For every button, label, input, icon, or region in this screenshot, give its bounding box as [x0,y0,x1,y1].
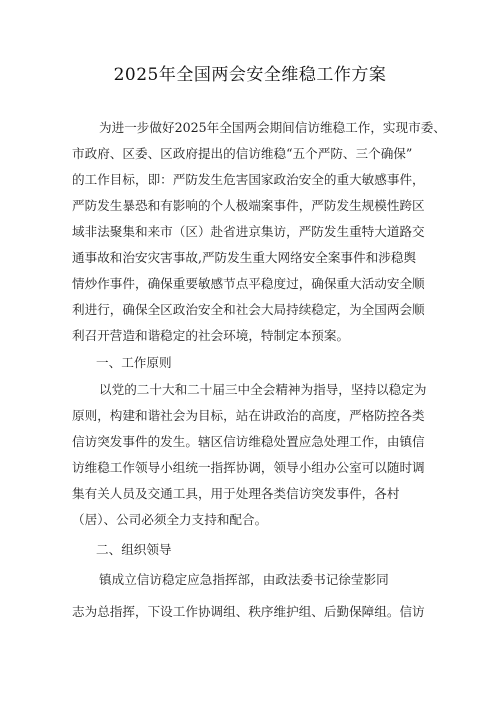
paragraph-line: 利进行，确保全区政治安全和社会大局持续稳定，为全国两会顺 [72,302,425,317]
paragraph-line: 信访突发事件的发生。辖区信访维稳处置应急处理工作，由镇信 [72,434,425,449]
paragraph-line: 情炒作事件，确保重要敏感节点平稳度过，确保重大活动安全顺 [72,276,425,291]
paragraph-line: 市政府、区委、区政府提出的信访维稳“五个严防、三个确保” [72,146,413,161]
paragraph-line: 域非法聚集和来市（区）赴省进京集访，严防发生重特大道路交 [72,224,425,239]
paragraph-line: 利召开营造和谐稳定的社会环境，特制定本预案。 [72,328,350,343]
paragraph-line: 严防发生暴恐和有影响的个人极端案事件，严防发生规模性跨区 [72,198,425,213]
paragraph-line: 镇成立信访稳定应急指挥部，由政法委书记徐莹影同 [99,572,389,587]
paragraph-line: 集有关人员及交通工具，用于处理各类信访突发事件，各村 [72,486,400,501]
paragraph-line: 访维稳工作领导小组统一指挥协调，领导小组办公室可以随时调 [72,460,425,475]
paragraph-line: 通事故和治安灾害事故,严防发生重大网络安全案事件和涉稳舆 [72,250,417,265]
section-heading: 一、工作原则 [96,355,172,370]
paragraph-line: 以党的二十大和二十届三中全会精神为指导，坚持以稳定为 [99,382,427,397]
paragraph-line: 的工作目标，即：严防发生危害国家政治安全的重大敏感事件， [72,172,425,187]
document-title: 2025年全国两会安全维稳工作方案 [113,65,387,85]
paragraph-line: （居）、公司必须全力支持和配合。 [72,512,268,527]
paragraph-line: 原则，构建和谐社会为目标，站在讲政治的高度，严格防控各类 [72,408,425,423]
paragraph-line: 为进一步做好2025年全国两会期间信访维稳工作，实现市委、 [99,120,446,135]
section-heading: 二、组织领导 [96,542,172,557]
paragraph-line: 志为总指挥，下设工作协调组、秩序维护组、后勤保障组。信访 [72,604,425,619]
